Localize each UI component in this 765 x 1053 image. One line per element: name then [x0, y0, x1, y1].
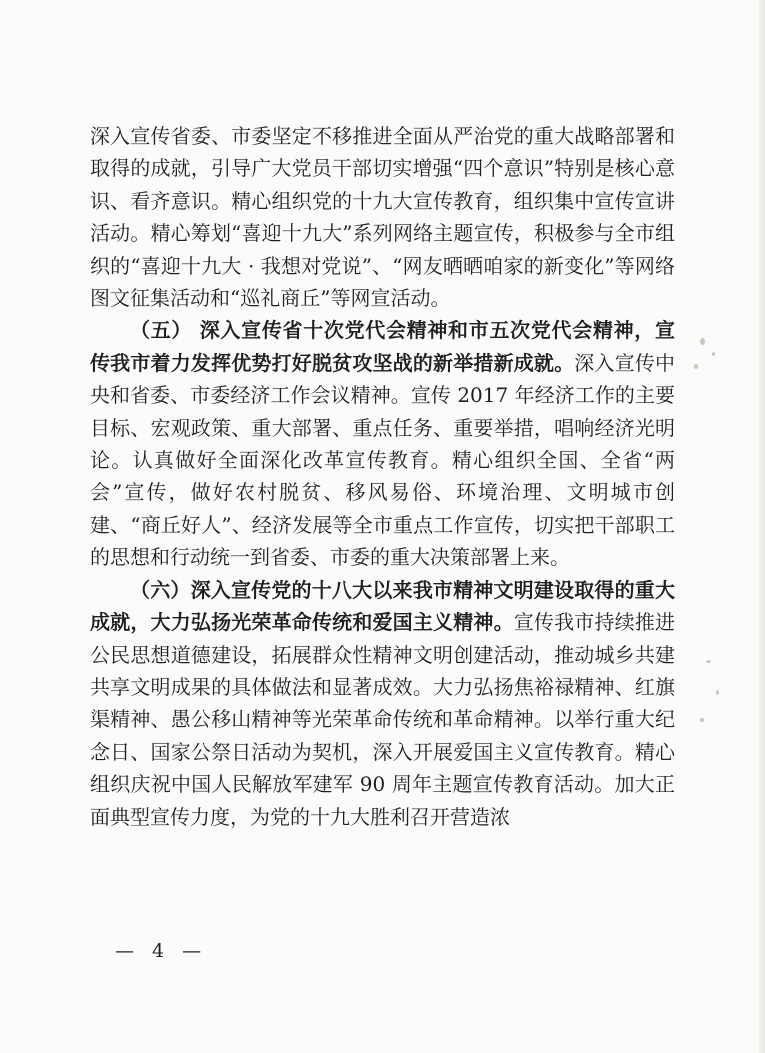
document-body — [90, 120, 675, 833]
scan-speck — [694, 364, 698, 369]
paragraph-1 — [90, 120, 675, 314]
paragraph-3 — [90, 574, 675, 833]
paragraph-3-text: 宣传我市持续推进公民思想道德建设，拓展群众性精神文明创建活动，推动城乡共建共享文明成果的具体做法和显著成效。大力弘扬焦裕禄精神、红旗渠精神、愚公移山精神等光荣革命传统和革命精神。以举行重大纪念日、国家公祭日活动为契机，深入开展爱国主义宣传教育。精心组织庆祝中国人民解放军建军 90 周年主题宣传教育活动。加大正面典型宣传力度，为党的十九大胜利召开营造浓 — [90, 610, 676, 829]
paragraph-2-heading: （五） 深入宣传省十次党代会精神和市五次党代会精神，宣传我市着力发挥优势打好脱贫攻坚战的新举措新成就。 — [90, 318, 675, 375]
scan-speck — [716, 690, 719, 695]
scan-speck — [712, 352, 715, 356]
paragraph-3-heading: （六）深入宣传党的十八大以来我市精神文明建设取得的重大成就，大力弘扬光荣革命传统和爱国主义精神。 — [90, 577, 675, 635]
scan-speck — [700, 338, 705, 345]
scan-edge — [759, 0, 765, 1053]
scan-speck — [700, 718, 704, 722]
page-number: — 4 — — [115, 940, 208, 962]
scan-speck — [706, 660, 711, 663]
paragraph-2 — [90, 314, 675, 573]
paragraph-2-text: 深入宣传中央和省委、市委经济工作会议精神。宣传 2017 年经济工作的主要目标、宏观政策、重大部署、重点任务、重要举措，唱响经济光明论。认真做好全面深化改革宣传教育。精心组织全国、全省“两会”宣传，做好农村脱贫、移风易俗、环境治理、文明城市创建、“商丘好人”、经济发展等全市重点工作宣传，切实把干部职工的思想和行动统一到省委、市委的重大决策部署上来。 — [90, 350, 676, 570]
paragraph-1-text: 深入宣传省委、市委坚定不移推进全面从严治党的重大战略部署和取得的成就，引导广大党员干部切实增强“四个意识”特别是核心意识、看齐意识。精心组织党的十九大宣传教育，组织集中宣传宣讲活动。精心筹划“喜迎十九大”系列网络主题宣传，积极参与全市组织的“喜迎十九大 · 我想对党说”、“网友晒晒咱家的新变化”等网络图文征集活动和“巡礼商丘”等网宣活动。 — [90, 124, 675, 311]
